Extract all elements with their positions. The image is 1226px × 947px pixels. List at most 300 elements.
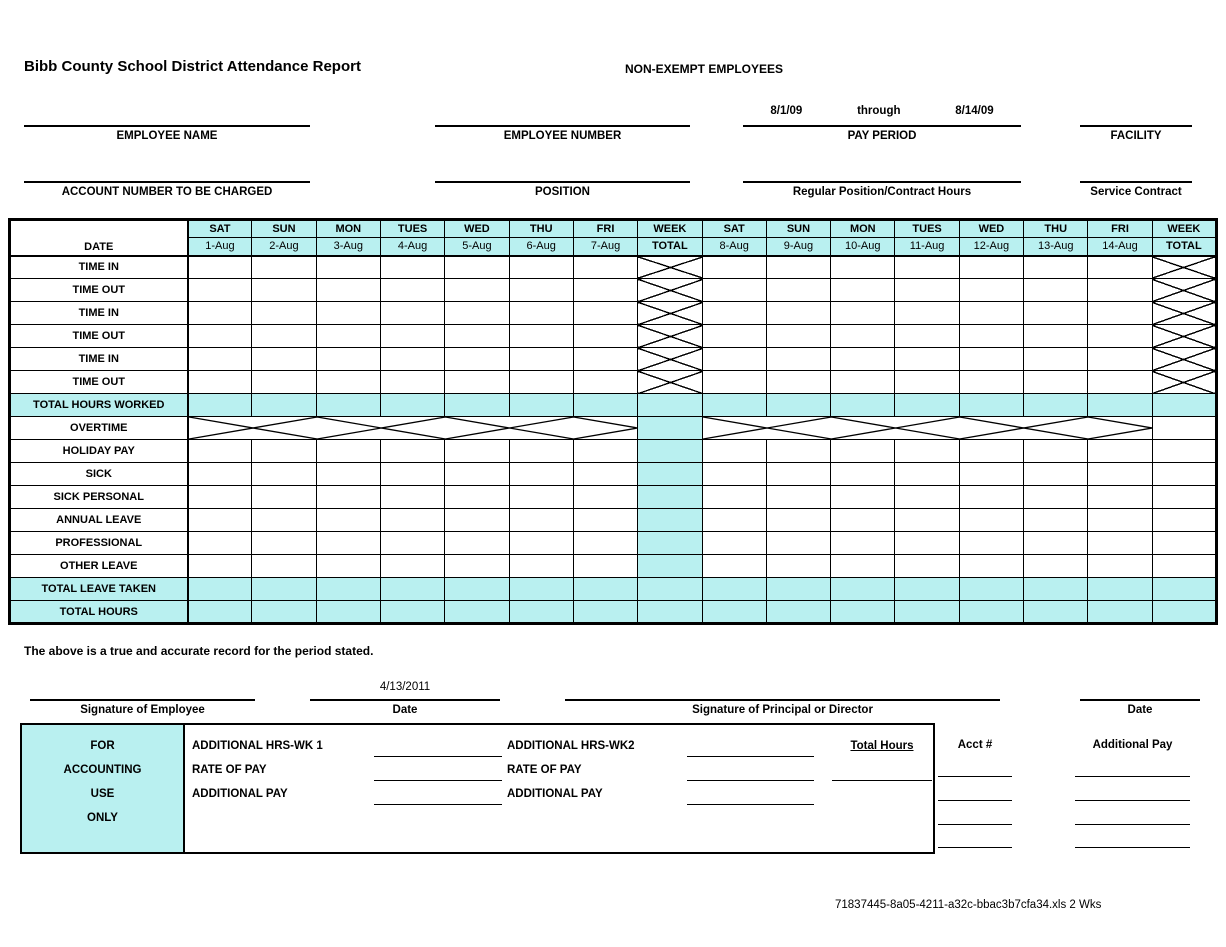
week-total-cell — [638, 486, 702, 509]
date-header: 11-Aug — [895, 238, 959, 256]
day-cell — [831, 578, 895, 601]
rate-wk2-blank-line — [687, 780, 814, 781]
day-cell — [380, 302, 444, 325]
page-title: Bibb County School District Attendance Report — [24, 58, 361, 75]
day-cell — [509, 348, 573, 371]
day-cell — [1088, 509, 1152, 532]
day-cell — [831, 256, 895, 279]
pay-period-through-label: through — [857, 105, 901, 117]
day-cell — [380, 279, 444, 302]
day-cell — [380, 555, 444, 578]
week-total-crossed-cell — [1152, 256, 1216, 279]
day-cell — [831, 486, 895, 509]
additional-pay-wk2-label: ADDITIONAL PAY — [507, 788, 603, 800]
week-total-crossed-cell — [638, 256, 702, 279]
date-header: 4-Aug — [380, 238, 444, 256]
date-header: 13-Aug — [1024, 238, 1088, 256]
day-cell — [1088, 256, 1152, 279]
table-row — [10, 417, 1217, 440]
day-cell — [380, 348, 444, 371]
day-cell — [445, 440, 509, 463]
day-cell — [188, 532, 252, 555]
day-cell — [1024, 279, 1088, 302]
day-cell — [380, 463, 444, 486]
day-cell — [188, 463, 252, 486]
week-total-header: TOTAL — [1152, 238, 1216, 256]
row-label: TIME OUT — [10, 371, 188, 394]
day-cell — [959, 601, 1023, 624]
row-label: HOLIDAY PAY — [10, 440, 188, 463]
day-cell — [1088, 532, 1152, 555]
table-row — [10, 532, 1217, 555]
day-cell — [702, 279, 766, 302]
day-cell — [509, 279, 573, 302]
day-cell — [573, 348, 637, 371]
day-header: WED — [959, 220, 1023, 238]
day-cell — [702, 509, 766, 532]
date-header: 7-Aug — [573, 238, 637, 256]
row-label: OVERTIME — [10, 417, 188, 440]
day-cell — [573, 509, 637, 532]
day-cell — [831, 440, 895, 463]
day-cell — [188, 348, 252, 371]
day-cell — [316, 532, 380, 555]
week-total-crossed-cell — [1152, 325, 1216, 348]
day-header: FRI — [573, 220, 637, 238]
day-cell — [831, 394, 895, 417]
week-total-crossed-cell — [1152, 302, 1216, 325]
day-cell — [1088, 348, 1152, 371]
rate-wk1-blank-line — [374, 780, 502, 781]
day-cell — [702, 302, 766, 325]
day-cell — [316, 440, 380, 463]
day-cell — [252, 440, 316, 463]
day-header: WED — [445, 220, 509, 238]
accounting-use-box — [20, 723, 935, 854]
date-header: 2-Aug — [252, 238, 316, 256]
row-label: SICK — [10, 463, 188, 486]
day-cell — [1088, 440, 1152, 463]
day-cell — [573, 601, 637, 624]
day-header: SUN — [252, 220, 316, 238]
day-cell — [895, 394, 959, 417]
day-cell — [895, 555, 959, 578]
day-cell — [445, 371, 509, 394]
day-cell — [188, 394, 252, 417]
day-cell — [380, 440, 444, 463]
table-row — [10, 371, 1217, 394]
additional-pay-blank-line — [1075, 800, 1190, 801]
day-cell — [766, 440, 830, 463]
day-cell — [1024, 509, 1088, 532]
principal-date-line: Date — [1080, 699, 1200, 716]
acct-blank-line — [938, 824, 1012, 825]
day-cell — [766, 555, 830, 578]
day-cell — [831, 279, 895, 302]
day-cell — [766, 371, 830, 394]
day-cell — [380, 509, 444, 532]
day-cell — [380, 532, 444, 555]
day-cell — [895, 509, 959, 532]
day-cell — [831, 371, 895, 394]
table-row — [10, 279, 1217, 302]
day-cell — [831, 532, 895, 555]
day-header: SUN — [766, 220, 830, 238]
day-cell — [702, 325, 766, 348]
position-field: POSITION — [435, 181, 690, 198]
acct-blank-line — [938, 776, 1012, 777]
date-header: 8-Aug — [702, 238, 766, 256]
date-header: 9-Aug — [766, 238, 830, 256]
week-total-cell — [1152, 394, 1216, 417]
week-total-cell — [1152, 509, 1216, 532]
day-cell — [188, 601, 252, 624]
day-cell — [766, 486, 830, 509]
day-cell — [380, 601, 444, 624]
day-cell — [573, 486, 637, 509]
day-cell — [573, 256, 637, 279]
table-row — [10, 325, 1217, 348]
table-row — [10, 486, 1217, 509]
day-cell — [1088, 302, 1152, 325]
day-cell — [252, 578, 316, 601]
day-cell — [252, 302, 316, 325]
day-cell — [702, 486, 766, 509]
row-label: TOTAL LEAVE TAKEN — [10, 578, 188, 601]
date-header: 14-Aug — [1088, 238, 1152, 256]
contract-hours-field: Regular Position/Contract Hours — [743, 181, 1021, 198]
day-cell — [959, 256, 1023, 279]
table-row — [10, 555, 1217, 578]
day-cell — [509, 371, 573, 394]
week-total-cell — [638, 578, 702, 601]
day-cell — [188, 302, 252, 325]
day-cell — [831, 325, 895, 348]
week-total-cell — [638, 394, 702, 417]
table-row — [10, 601, 1217, 624]
day-cell — [1024, 440, 1088, 463]
day-cell — [959, 578, 1023, 601]
day-cell — [1024, 394, 1088, 417]
day-cell — [959, 486, 1023, 509]
day-cell — [252, 279, 316, 302]
day-cell — [573, 532, 637, 555]
day-cell — [252, 348, 316, 371]
pay-wk1-blank-line — [374, 804, 502, 805]
additional-pay-blank-line — [1075, 824, 1190, 825]
day-cell — [1024, 486, 1088, 509]
week-total-cell — [1152, 532, 1216, 555]
day-cell — [188, 279, 252, 302]
day-cell — [316, 256, 380, 279]
day-cell — [509, 256, 573, 279]
day-cell — [316, 578, 380, 601]
day-cell — [316, 463, 380, 486]
day-cell — [895, 440, 959, 463]
day-cell — [573, 463, 637, 486]
day-cell — [895, 578, 959, 601]
day-cell — [252, 463, 316, 486]
account-number-field: ACCOUNT NUMBER TO BE CHARGED — [24, 181, 310, 198]
row-label: OTHER LEAVE — [10, 555, 188, 578]
day-cell — [1088, 394, 1152, 417]
week-total-cell — [1152, 578, 1216, 601]
table-row — [10, 440, 1217, 463]
overtime-crossed-cells — [702, 417, 1152, 440]
week-total-cell — [1152, 440, 1216, 463]
day-cell — [445, 578, 509, 601]
additional-pay-header: Additional Pay — [1092, 739, 1173, 751]
week-total-cell — [638, 463, 702, 486]
day-cell — [445, 601, 509, 624]
day-cell — [1088, 279, 1152, 302]
week-total-cell — [638, 601, 702, 624]
attendance-table — [8, 218, 1218, 625]
day-cell — [573, 302, 637, 325]
pay-period-start-date: 8/1/09 — [770, 105, 803, 117]
week-total-crossed-cell — [638, 371, 702, 394]
total-hours-blank-line — [832, 780, 932, 781]
week-total-cell — [638, 417, 702, 440]
day-cell — [252, 601, 316, 624]
day-cell — [316, 486, 380, 509]
date-header: 1-Aug — [188, 238, 252, 256]
row-label: TIME IN — [10, 256, 188, 279]
week-total-crossed-cell — [638, 279, 702, 302]
employee-signature-date-value: 4/13/2011 — [379, 681, 431, 693]
day-cell — [509, 463, 573, 486]
week-total-cell — [1152, 486, 1216, 509]
week-total-cell — [1152, 463, 1216, 486]
day-cell — [380, 371, 444, 394]
day-cell — [766, 302, 830, 325]
total-hours-header: Total Hours — [850, 740, 914, 752]
day-cell — [445, 348, 509, 371]
day-cell — [831, 555, 895, 578]
day-header: SAT — [188, 220, 252, 238]
day-cell — [252, 509, 316, 532]
day-cell — [252, 394, 316, 417]
row-label: SICK PERSONAL — [10, 486, 188, 509]
day-cell — [831, 463, 895, 486]
employee-name-field: EMPLOYEE NAME — [24, 125, 310, 142]
accounting-side-word: USE — [90, 788, 115, 800]
day-cell — [509, 440, 573, 463]
day-cell — [959, 532, 1023, 555]
day-cell — [1024, 532, 1088, 555]
table-row — [10, 509, 1217, 532]
day-cell — [445, 532, 509, 555]
day-cell — [1024, 256, 1088, 279]
day-cell — [188, 555, 252, 578]
table-row — [10, 256, 1217, 279]
day-cell — [445, 555, 509, 578]
employee-signature-line: Signature of Employee — [30, 699, 255, 716]
day-cell — [895, 348, 959, 371]
day-cell — [959, 463, 1023, 486]
day-cell — [445, 486, 509, 509]
day-cell — [445, 302, 509, 325]
day-header: THU — [509, 220, 573, 238]
employee-number-field: EMPLOYEE NUMBER — [435, 125, 690, 142]
day-cell — [188, 440, 252, 463]
day-header: MON — [831, 220, 895, 238]
day-cell — [702, 348, 766, 371]
day-cell — [1088, 555, 1152, 578]
date-header: 3-Aug — [316, 238, 380, 256]
day-cell — [380, 486, 444, 509]
day-cell — [445, 509, 509, 532]
week-total-cell — [638, 532, 702, 555]
pay-period-field: PAY PERIOD — [743, 125, 1021, 142]
day-cell — [702, 463, 766, 486]
day-cell — [959, 302, 1023, 325]
week-total-crossed-cell — [638, 348, 702, 371]
row-label: TIME OUT — [10, 325, 188, 348]
day-cell — [445, 394, 509, 417]
day-cell — [702, 578, 766, 601]
day-cell — [573, 371, 637, 394]
row-label: TOTAL HOURS WORKED — [10, 394, 188, 417]
day-cell — [573, 578, 637, 601]
row-label: TIME IN — [10, 302, 188, 325]
day-cell — [509, 302, 573, 325]
day-cell — [959, 394, 1023, 417]
day-cell — [1024, 371, 1088, 394]
pay-period-end-date: 8/14/09 — [955, 105, 994, 117]
day-cell — [702, 532, 766, 555]
day-cell — [509, 601, 573, 624]
date-header: 5-Aug — [445, 238, 509, 256]
overtime-crossed-cells — [188, 417, 638, 440]
week-total-cell — [638, 555, 702, 578]
day-cell — [702, 371, 766, 394]
accounting-side-word: FOR — [90, 740, 115, 752]
day-header: TUES — [895, 220, 959, 238]
day-cell — [895, 325, 959, 348]
day-cell — [766, 348, 830, 371]
week-total-header: TOTAL — [638, 238, 702, 256]
week-total-crossed-cell — [1152, 279, 1216, 302]
week-total-crossed-cell — [638, 325, 702, 348]
day-cell — [252, 371, 316, 394]
table-row — [10, 463, 1217, 486]
additional-pay-blank-line — [1075, 847, 1190, 848]
certification-statement: The above is a true and accurate record for the period stated. — [24, 644, 374, 658]
day-cell — [316, 325, 380, 348]
day-cell — [316, 394, 380, 417]
day-cell — [766, 532, 830, 555]
day-cell — [509, 486, 573, 509]
week-total-cell — [638, 509, 702, 532]
day-cell — [1088, 578, 1152, 601]
pay-wk2-blank-line — [687, 804, 814, 805]
service-contract-field: Service Contract — [1080, 181, 1192, 198]
row-label: TIME IN — [10, 348, 188, 371]
day-cell — [766, 325, 830, 348]
day-cell — [188, 486, 252, 509]
date-header: 12-Aug — [959, 238, 1023, 256]
week-total-header: WEEK — [1152, 220, 1216, 238]
day-cell — [895, 371, 959, 394]
day-cell — [1024, 463, 1088, 486]
day-cell — [1088, 463, 1152, 486]
acct-blank-line — [938, 847, 1012, 848]
day-cell — [445, 279, 509, 302]
day-cell — [766, 601, 830, 624]
rate-of-pay-wk1-label: RATE OF PAY — [192, 764, 267, 776]
day-cell — [1024, 302, 1088, 325]
day-cell — [1088, 325, 1152, 348]
table-row — [10, 578, 1217, 601]
day-cell — [1024, 348, 1088, 371]
week-total-cell — [1152, 555, 1216, 578]
week-total-crossed-cell — [1152, 348, 1216, 371]
day-cell — [766, 394, 830, 417]
day-header: THU — [1024, 220, 1088, 238]
day-cell — [252, 555, 316, 578]
day-cell — [509, 509, 573, 532]
day-cell — [445, 463, 509, 486]
day-cell — [831, 509, 895, 532]
day-cell — [445, 325, 509, 348]
day-cell — [1024, 578, 1088, 601]
day-cell — [1024, 601, 1088, 624]
day-cell — [766, 279, 830, 302]
day-header: SAT — [702, 220, 766, 238]
accounting-side-word: ONLY — [87, 812, 118, 824]
day-cell — [188, 256, 252, 279]
day-cell — [895, 463, 959, 486]
row-label: TOTAL HOURS — [10, 601, 188, 624]
additional-pay-wk1-label: ADDITIONAL PAY — [192, 788, 288, 800]
date-header: 6-Aug — [509, 238, 573, 256]
day-cell — [509, 394, 573, 417]
day-cell — [509, 532, 573, 555]
day-cell — [1024, 325, 1088, 348]
day-cell — [895, 279, 959, 302]
day-cell — [380, 578, 444, 601]
date-row-label: DATE — [10, 220, 188, 256]
hrs-wk2-blank-line — [687, 756, 814, 757]
day-cell — [509, 325, 573, 348]
day-cell — [316, 555, 380, 578]
principal-signature-line: Signature of Principal or Director — [565, 699, 1000, 716]
additional-hrs-wk2-label: ADDITIONAL HRS-WK2 — [507, 740, 635, 752]
day-cell — [1088, 371, 1152, 394]
day-cell — [316, 302, 380, 325]
day-cell — [831, 302, 895, 325]
day-cell — [702, 555, 766, 578]
file-name-footer: 71837445-8a05-4211-a32c-bbac3b7cfa34.xls 2 Wks — [835, 899, 1102, 911]
week-total-crossed-cell — [1152, 371, 1216, 394]
day-cell — [1088, 486, 1152, 509]
day-cell — [316, 348, 380, 371]
employee-type-heading: NON-EXEMPT EMPLOYEES — [625, 62, 784, 76]
day-cell — [766, 463, 830, 486]
day-cell — [766, 256, 830, 279]
day-cell — [1024, 555, 1088, 578]
day-cell — [831, 601, 895, 624]
day-cell — [316, 279, 380, 302]
day-cell — [509, 555, 573, 578]
day-cell — [573, 394, 637, 417]
facility-field: FACILITY — [1080, 125, 1192, 142]
row-label: PROFESSIONAL — [10, 532, 188, 555]
day-cell — [573, 325, 637, 348]
day-header: FRI — [1088, 220, 1152, 238]
employee-date-line: Date — [310, 699, 500, 716]
